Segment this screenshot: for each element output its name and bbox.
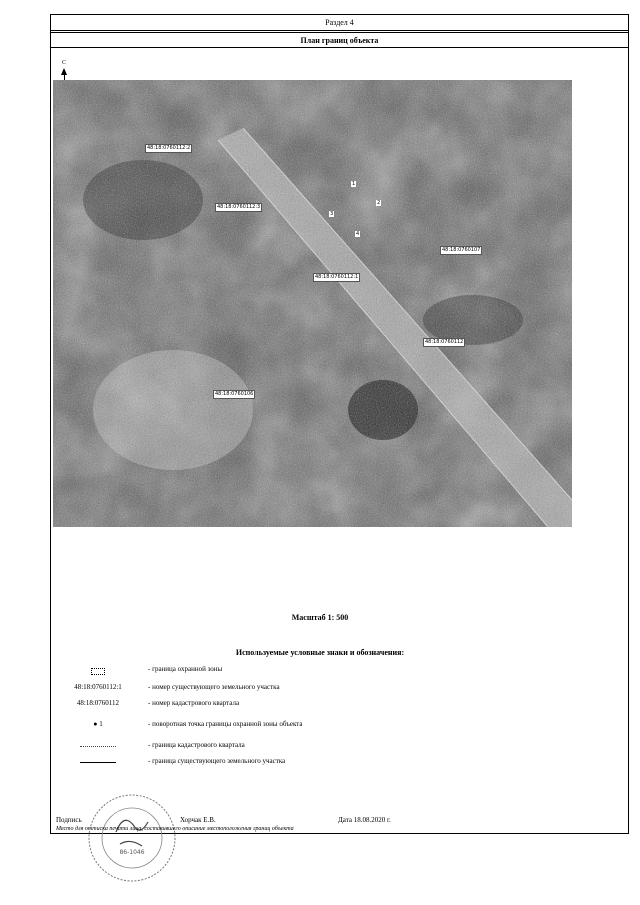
plan-title: План границ объекта — [51, 32, 628, 48]
legend-item-turning-point: ● 1 - поворотная точка границы охранной зоны объекта — [56, 720, 536, 732]
legend-item-quarter-boundary: - граница кадастрового квартала — [56, 741, 536, 753]
legend-item-parcel-boundary: - граница существующего земельного участка — [56, 757, 536, 769]
stamp-number: 86-1046 — [119, 849, 145, 856]
turning-point-icon: ● 1 — [93, 720, 103, 728]
compass-north-label: С — [62, 60, 67, 66]
signer-name: Хорчак Е.В. — [180, 816, 216, 824]
boundary-point-label: 2 — [377, 200, 381, 206]
legend-title: Используемые условные знаки и обозначения: — [235, 648, 405, 657]
parcel-label: 48:18:0760112:2 — [147, 145, 191, 151]
section-header: Раздел 4 — [51, 15, 628, 31]
boundary-point-label: 1 — [352, 181, 356, 187]
parcel-label: 48:18:0760112 — [425, 339, 464, 345]
parcel-label: 48:18:0760112:3 — [217, 204, 261, 210]
parcel-label: 48:18:0760112:1 — [315, 274, 359, 280]
map-scale: Масштаб 1: 500 — [291, 613, 349, 622]
legend-item-quarter-number: 48:18:0760112 - номер кадастрового квартала — [56, 699, 536, 711]
parcel-label: 48:18:0760106 — [215, 391, 254, 397]
aerial-photo — [53, 80, 572, 527]
legend-symbol-text: 48:18:0760112:1 — [74, 683, 122, 691]
legend-symbol-text: 48:18:0760112 — [76, 699, 120, 707]
signature-label: Подпись — [56, 816, 82, 824]
boundary-point-label: 3 — [330, 211, 334, 217]
seal-stamp-icon — [86, 792, 178, 884]
quarter-boundary-line-icon — [80, 746, 116, 747]
zone-boundary-symbol-icon — [91, 668, 105, 675]
parcel-label: 48:18:0760107 — [442, 247, 481, 253]
signature-date: Дата 18.08.2020 г. — [338, 816, 391, 824]
parcel-boundary-line-icon — [80, 762, 116, 763]
legend-item-zone-boundary: - граница охранной зоны — [56, 665, 536, 677]
legend-item-parcel-number: 48:18:0760112:1 - номер существующего земельного участка — [56, 683, 536, 695]
aerial-map[interactable] — [53, 80, 572, 527]
boundary-point-label: 4 — [356, 231, 360, 237]
stamp-place-note: Место для оттиска печати лица, составившего описание местоположения границ объекта — [56, 826, 294, 832]
